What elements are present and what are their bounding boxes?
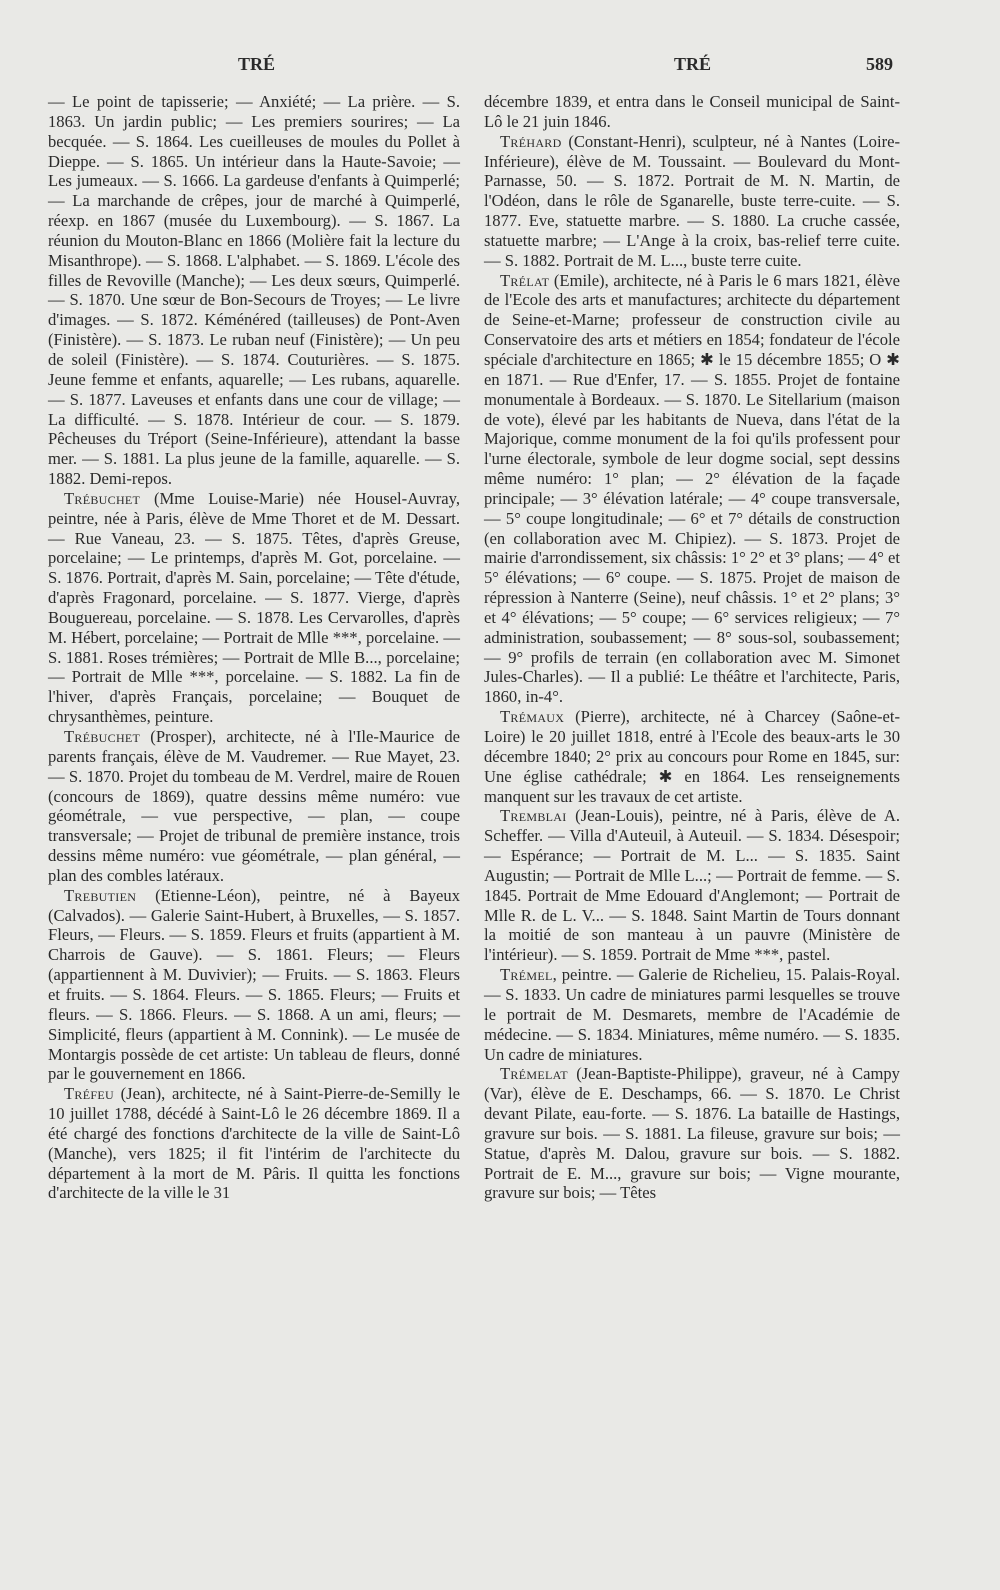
entry-tremblai [484, 806, 900, 965]
entry-text: (Mme Louise-Marie) née Housel-Auvray, peintre, née à Paris, élève de Mme Thoret et de M. Dessart. — Rue Vaneau, 23. — S. 1875. Têtes, d'après Greuse, porcelaine; — Le printemps, d'après M. Got, porcelaine. — S. 1876. Portrait, d'après M. Sain, porcelaine; — Tête d'étude, d'après Fragonard, porcelaine. — S. 1877. Vierge, d'après Bouguereau, porcelaine. — S. 1878. Les Cervarolles, d'après M. Hébert, porcelaine; — Portrait de Mlle ***, porcelaine. — S. 1881. Roses trémières; — Portrait de Mlle B..., porcelaine; — Portrait de Mlle ***, porcelaine. — S. 1882. La fin de l'hiver, d'après Français, porcelaine; — Bouquet de chrysanthèmes, peinture. [48, 488, 460, 727]
entry-text: (Constant-Henri), sculpteur, né à Nantes (Loire-Inférieure), élève de M. Toussaint. — Boulevard du Mont-Parnasse, 50. — S. 1872. Portrait de M. N. Martin, de l'Odéon, dans le rôle de Sganarelle, buste terre-cuite. — S. 1877. Eve, statuette marbre. — S. 1880. La cruche cassée, statuette marbre; — L'Ange à la croix, bas-relief terre cuite. — S. 1882. Portrait de M. L..., buste terre cuite. [484, 131, 900, 270]
page-number: 589 [866, 54, 893, 74]
entry-text: (Jean-Louis), peintre, né à Paris, élève de A. Scheffer. — Villa d'Auteuil, à Auteuil. — S. 1834. Désespoir; — Espérance; — Portrait de M. L... — S. 1835. Saint Augustin; — Portrait de Mlle L...; — Portrait de femme. — S. 1845. Portrait de Mme Edouard d'Anglemont; — Portrait de Mlle R. de L. V... — S. 1848. Saint Martin de Tours donnant la moitié de son manteau à un pauvre (Ministère de l'intérieur). — S. 1859. Portrait de Mme ***, pastel. [484, 806, 900, 965]
entry-text: (Pierre), architecte, né à Charcey (Saône-et-Loire) le 20 juillet 1818, entré à l'Ecole des beaux-arts le 30 décembre 1840; 2° prix au concours pour Rome en 1845, sur: Une église cathédrale; ✱ en 1864. Les renseignements manquent sur les travaux de cet artiste. [484, 707, 900, 806]
entry-text: (Prosper), architecte, né à l'Ile-Maurice de parents français, élève de M. Vaudremer. — Rue Mayet, 23. — S. 1870. Projet du tombeau de M. Verdrel, maire de Rouen (concours de 1869), quatre dessins même numéro: vue géométrale, — vue perspective, — plan, — coupe transversale; — Projet de tribunal de première instance, trois dessins même numéro: vue géométrale, — plan général, — plan des combles latéraux. [48, 727, 460, 885]
entry-name: Trebutien [64, 885, 137, 905]
entry-text: (Etienne-Léon), peintre, né à Bayeux (Calvados). — Galerie Saint-Hubert, à Bruxelles, — S. 1857. Fleurs, — Fleurs. — S. 1859. Fleurs et fruits (appartient à M. Charrois de Gauve). — S. 1861. Fleurs; — Fleurs (appartiennent à M. Duvivier); — Fruits. — S. 1863. Fleurs et fruits. — S. 1864. Fleurs. — S. 1865. Fleurs; — Fruits et fleurs. — S. 1866. Fleurs. — S. 1868. A un ami, fleurs; — Simplicité, fleurs (appartient à M. Connink). — Le musée de Montargis possède de cet artiste: Un tableau de fleurs, donné par le gouvernement en 1866. [48, 885, 461, 1084]
entry-text: (Jean-Baptiste-Philippe), graveur, né à Campy (Var), élève de E. Deschamps, 66. — S. 1870. Le Christ devant Pilate, eau-forte. — S. 1876. La bataille de Hastings, gravure sur bois. — S. 1881. La fileuse, gravure sur bois; — Statue, d'après M. Dalou, gravure sur bois. — S. 1882. Portrait de E. M..., gravure sur bois; — Vigne mourante, gravure sur bois; — Têtes [484, 1064, 900, 1203]
entry-name: Trémaux [500, 707, 565, 727]
running-header [0, 54, 1000, 84]
entry-trebuchet-prosper [48, 727, 460, 886]
entry-name: Tréfeu [64, 1084, 114, 1104]
entry-text: (Jean), architecte, né à Saint-Pierre-de-Semilly le 10 juillet 1788, décédé à Saint-Lô le 26 décembre 1869. Il a été chargé des fonctions d'architecte de la ville de Saint-Lô (Manche), vers 1825; il fit l'intérim de l'architecte du département à la mort de M. Pâris. Il quitta les fonctions d'architecte de la ville le 31 [48, 1084, 460, 1203]
entry-trehard [484, 132, 900, 271]
entry-trebutien [48, 886, 460, 1084]
entry-name: Trélat [500, 270, 550, 290]
entry-tremelat [484, 1064, 900, 1203]
entry-text: (Emile), architecte, né à Paris le 6 mars 1821, élève de l'Ecole des arts et manufactures; architecte du département de Seine-et-Marne; professeur de construction civile au Conservatoire des arts et métiers en 1854; fondateur de l'école spéciale d'architecture en 1865; ✱ le 15 décembre 1855; O ✱ en 1871. — Rue d'Enfer, 17. — S. 1855. Projet de fontaine monumentale à Bordeaux. — S. 1870. Le Sitellarium (maison de vote), élevé par les habitants de Nueva, dans l'état de la Majorique, comme monument de la foi qu'ils professent pour l'urne électorale, symbole de leur dogme social, sept dessins même numéro: 1° plan; — 2° élévation de la façade principale; — 3° élévation latérale; — 4° coupe transversale, — 5° coupe longitudinale; — 6° et 7° détails de construction (en collaboration avec M. Chipiez). — S. 1873. Projet de mairie d'arrondissement, six châssis: 1° 2° et 3° plans; — 4° et 5° élévations; — 6° coupe. — S. 1875. Projet de maison de répression à Nanterre (Seine), neuf châssis. 1° et 2° plans; 3° et 4° élévations; — 5° coupe; — 6° services religieux; — 7° administration, soubassement; — 8° sous-sol, soubassement; — 9° profils de terrain (en collaboration avec M. Simonet Jules-Charles). — Il a publié: Le théâtre et l'architecte, Paris, 1860, in-4°. [484, 270, 900, 707]
entry-tremaux [484, 707, 900, 806]
entry-continuation [48, 92, 460, 489]
entry-text: décembre 1839, et entra dans le Conseil municipal de Saint-Lô le 21 juin 1846. [484, 92, 900, 131]
right-column [484, 92, 900, 1203]
left-column [48, 92, 460, 1203]
entry-continuation [484, 92, 900, 132]
entry-name: Tréhard [500, 131, 562, 151]
header-left-title: TRÉ [238, 54, 276, 74]
header-right-title: TRÉ [674, 54, 712, 74]
entry-trebuchet-louise [48, 489, 460, 727]
entry-name: Trémel [500, 965, 553, 985]
entry-text: peintre. — Galerie de Richelieu, 15. Palais-Royal. — S. 1833. Un cadre de miniatures parmi lesquelles se trouve le portrait de M. Desmarets, membre de l'Académie de médecine. — S. 1834. Miniatures, même numéro. — S. 1835. Un cadre de miniatures. [484, 965, 900, 1064]
entry-name: Trébuchet [64, 727, 141, 746]
entry-name: Trébuchet [64, 488, 141, 508]
entry-trefeu [48, 1084, 460, 1203]
entry-trelat [484, 271, 900, 708]
entry-text: — Le point de tapisserie; — Anxiété; — La prière. — S. 1863. Un jardin public; — Les premiers sourires; — La becquée. — S. 1864. Les cueilleuses de moules du Pollet à Dieppe. — S. 1865. Un intérieur dans la Haute-Savoie; — Les jumeaux. — S. 1666. La gardeuse d'enfants à Quimperlé; — La marchande de crêpes, jour de marché à Quimperlé, réexp. en 1867 (musée du Luxembourg). — S. 1867. La réunion du Mouton-Blanc en 1866 (Molière fait la lecture du Misanthrope). — S. 1868. L'alphabet. — S. 1869. L'école des filles de Revoville (Manche); — Les deux sœurs, Quimperlé. — S. 1870. Une sœur de Bon-Secours de Troyes; — Le livre d'images. — S. 1872. Kéménéred (tailleuses) de Pont-Aven (Finistère). — S. 1873. Le ruban neuf (Finistère); — Un peu de soleil (Finistère). — S. 1874. Couturières. — S. 1875. Jeune femme et enfants, aquarelle; — Les rubans, aquarelle. — S. 1877. Laveuses et enfants dans une cour de village; — La difficulté. — S. 1878. Intérieur de cour. — S. 1879. Pêcheuses du Tréport (Seine-Inférieure), attendant la basse mer. — S. 1881. La plus jeune de la famille, aquarelle. — S. 1882. Demi-repos. [48, 92, 460, 489]
entry-name: Trémelat [500, 1064, 568, 1084]
entry-tremel: Trémel, peintre. — Galerie de Richelieu, 15. Palais-Royal. — S. 1833. Un cadre de miniatures parmi lesquelles se trouve le portrait de M. Desmarets, membre de l'Académie de médecine. — S. 1834. Miniatures, même numéro. — S. 1835. Un cadre de miniatures. [484, 965, 900, 1064]
entry-name: Tremblai [500, 806, 567, 826]
